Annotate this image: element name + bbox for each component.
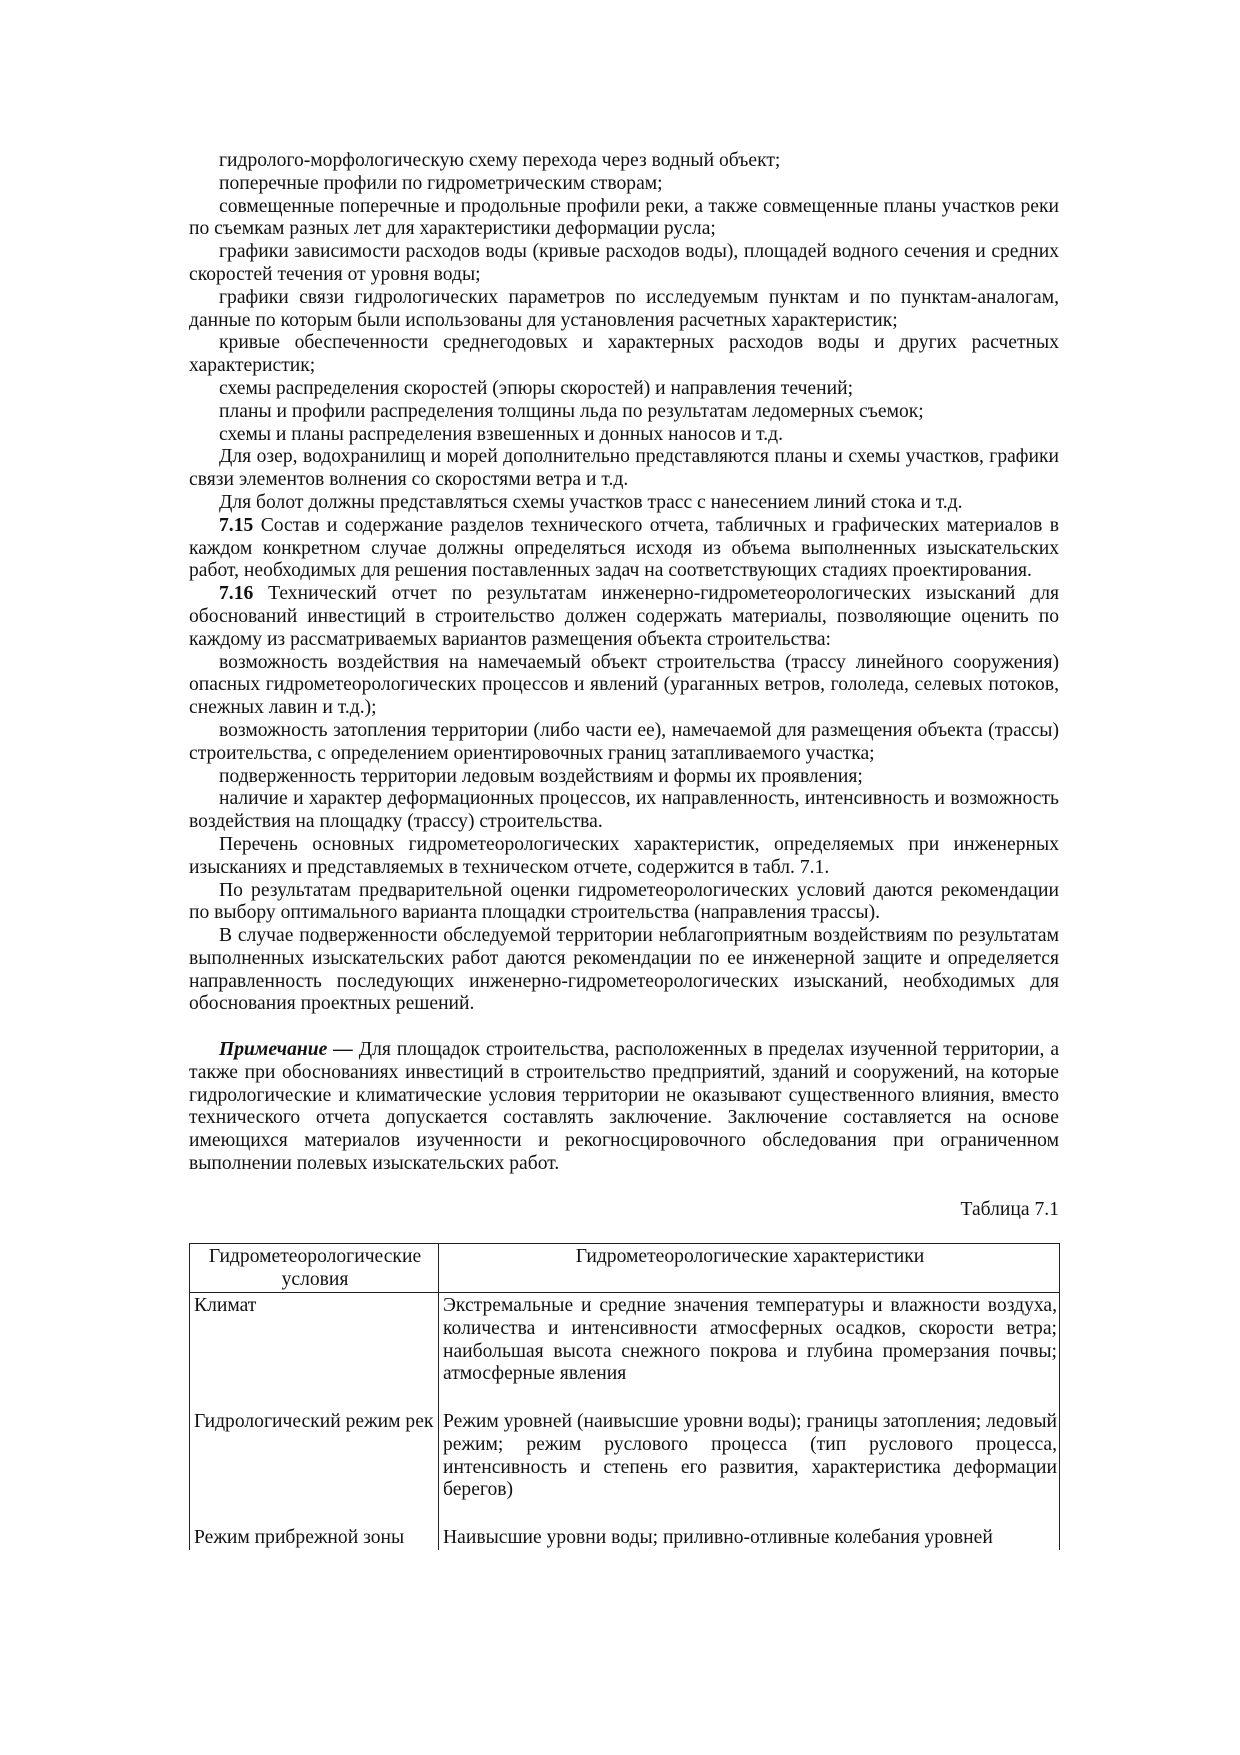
paragraph: По результатам предварительной оценки гидрометеорологических условий даются рекомендации по выбору оптимального варианта площадки строительства (направления трассы). [189,879,1059,924]
note-paragraph [189,1039,1059,1176]
paragraph: наличие и характер деформационных процессов, их направленность, интенсивность и возможность воздействия на площадку (трассу) строительства. [189,788,1059,833]
table-cell-condition: Режим прибрежной зоны [190,1525,439,1550]
table-cell-characteristics: Наивысшие уровни воды; приливно-отливные колебания уровней [439,1525,1060,1550]
table-header-characteristics: Гидрометеорологические характеристики [439,1244,1060,1293]
table-row [190,1525,1060,1550]
table-cell-characteristics: Экстремальные и средние значения температуры и влажности воздуха, количества и интенсивности атмосферных осадков, скорости ветра; наибольшая высота снежного покрова и глубина промерзания почвы; атмосферные явления [439,1293,1060,1409]
section-text: Технический отчет по результатам инженерно-гидрометеорологических изысканий для обоснований инвестиций в строительство должен содержать материалы, позволяющие оценить по каждому из рассматриваемых вариантов размещения объекта строительства: [189,583,1059,650]
table-cell-characteristics: Режим уровней (наивысшие уровни воды); границы затопления; ледовый режим; режим руслового процесса (тип руслового процесса, интенсивность и степень его развития, характеристика деформации берегов) [439,1409,1060,1525]
paragraph: возможность воздействия на намечаемый объект строительства (трассу линейного сооружения) опасных гидрометеорологических процессов и явлений (ураганных ветров, гололеда, селевых потоков, снежных лавин и т.д.); [189,651,1059,719]
paragraph: совмещенные поперечные и продольные профили реки, а также совмещенные планы участков реки по съемкам разных лет для характеристики деформации русла; [189,195,1059,240]
section-7-16 [189,583,1059,651]
note-text: Для площадок строительства, расположенных в пределах изученной территории, а также при обоснованиях инвестиций в строительство предприятий, зданий и сооружений, на которые гидрологические и климатические условия территории не оказывают существенного влияния, вместо технического отчета допускается составлять заключение. Заключение составляется на основе имеющихся материалов изученности и рекогносцировочного обследования при ограниченном выполнении полевых изыскательских работ. [189,1039,1060,1175]
paragraph: Перечень основных гидрометеорологических характеристик, определяемых при инженерных изысканиях и представляемых в техническом отчете, содержится в табл. 7.1. [189,833,1059,878]
paragraph: графики зависимости расходов воды (кривые расходов воды), площадей водного сечения и средних скоростей течения от уровня воды; [189,241,1059,285]
document-page [189,150,1059,1550]
table-header-conditions: Гидрометеорологические условия [190,1244,439,1293]
paragraph: В случае подверженности обследуемой территории неблагоприятным воздействиям по результатам выполненных изыскательских работ даются рекомендации по ее инженерной защите и определяется направленность последующих инженерно-гидрометеорологических изысканий, необходимых для обоснования проектных решений. [189,925,1059,1015]
paragraph: графики связи гидрологических параметров по исследуемым пунктам и по пунктам-аналогам, данные по которым были использованы для установления расчетных характеристик; [189,286,1059,331]
table-row [190,1293,1060,1409]
section-7-15 [189,515,1059,583]
characteristics-table [189,1243,1060,1549]
paragraph: поперечные профили по гидрометрическим створам; [219,172,663,194]
section-number: 7.15 [219,514,254,536]
paragraph: Для болот должны представляться схемы участков трасс с нанесением линий стока и т.д. [219,491,963,513]
paragraph: подверженность территории ледовым воздействиям и формы их проявления; [219,765,863,787]
paragraph: схемы распределения скоростей (эпюры скоростей) и направления течений; [219,377,854,399]
paragraph: схемы и планы распределения взвешенных и донных наносов и т.д. [219,423,783,445]
table-cell-condition: Гидрологический режим рек [190,1409,439,1525]
table-header-row [190,1244,1060,1293]
paragraph: возможность затопления территории (либо части ее), намечаемой для размещения объекта (трассы) строительства, с определением ориентировочных границ затапливаемого участка; [189,719,1059,764]
note-label: Примечание — [219,1039,353,1061]
table-cell-condition: Климат [190,1293,439,1409]
paragraph: гидролого-морфологическую схему перехода через водный объект; [219,150,781,171]
table-caption: Таблица 7.1 [960,1198,1059,1220]
paragraph: Для озер, водохранилищ и морей дополнительно представляются планы и схемы участков, графики связи элементов волнения со скоростями ветра и т.д. [189,446,1059,491]
paragraph: планы и профили распределения толщины льда по результатам ледомерных съемок; [219,400,924,422]
paragraph: кривые обеспеченности среднегодовых и характерных расходов воды и других расчетных характеристик; [189,332,1059,377]
section-number: 7.16 [219,583,254,605]
section-text: Состав и содержание разделов технического отчета, табличных и графических материалов в каждом конкретном случае должны определяться исходя из объема выполненных изыскательских работ, необходимых для решения поставленных задач на соответствующих стадиях проектирования. [189,514,1059,582]
table-row [190,1409,1060,1525]
